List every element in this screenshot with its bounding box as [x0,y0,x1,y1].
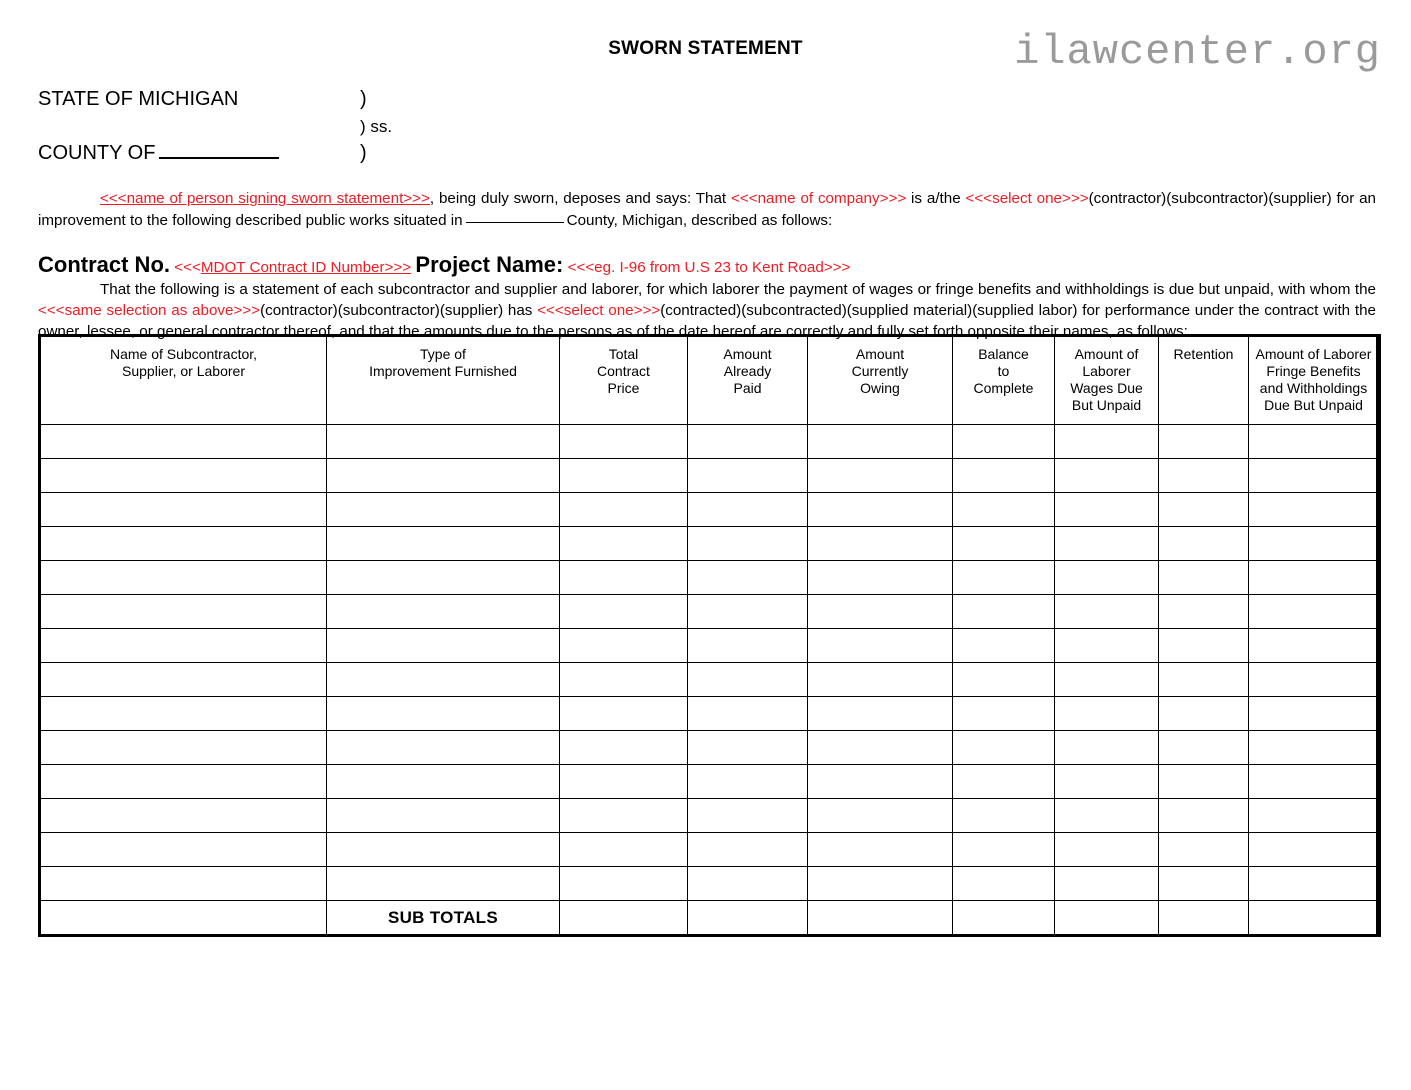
table-cell-r7-c8[interactable] [1249,663,1380,697]
column-header-line: and Withholdings [1259,380,1368,396]
table-cell-r12-c2[interactable] [560,833,688,867]
table-cell-r1-c5[interactable] [953,459,1055,493]
paragraph2-segment-2: (contractor)(subcontractor)(supplier) has [260,302,538,319]
table-cell-r0-c7[interactable] [1159,425,1249,459]
table-cell-r11-c1[interactable] [327,799,560,833]
placeholder-select-one-action[interactable]: <<<select one>>> [537,302,661,319]
table-cell-r0-c2[interactable] [560,425,688,459]
table-cell-r8-c8[interactable] [1249,697,1380,731]
table-cell-r6-c2[interactable] [560,629,688,663]
table-cell-r6-c6[interactable] [1055,629,1159,663]
table-row [40,833,1380,867]
state-label: STATE OF MICHIGAN [38,88,239,110]
table-cell-r5-c0[interactable] [40,595,327,629]
state-paren: ) [360,88,367,110]
table-cell-r5-c6[interactable] [1055,595,1159,629]
table-cell-r2-c3[interactable] [688,493,808,527]
table-cell-r13-c6[interactable] [1055,867,1159,901]
table-cell-r10-c3[interactable] [688,765,808,799]
table-cell-r7-c1[interactable] [327,663,560,697]
table-cell-r4-c3[interactable] [688,561,808,595]
table-cell-r1-c0[interactable] [40,459,327,493]
table-cell-r4-c7[interactable] [1159,561,1249,595]
table-cell-r11-c3[interactable] [688,799,808,833]
table-cell-r6-c8[interactable] [1249,629,1380,663]
state-row [38,86,400,113]
page-title: SWORN STATEMENT [608,38,803,59]
table-cell-r3-c4[interactable] [808,527,953,561]
table-row [40,561,1380,595]
table-cell-r13-c4[interactable] [808,867,953,901]
column-header-3 [688,336,808,425]
column-header-1 [327,336,560,425]
table-cell-r1-c8[interactable] [1249,459,1380,493]
table-cell-r4-c1[interactable] [327,561,560,595]
table-cell-r8-c5[interactable] [953,697,1055,731]
table-cell-r5-c8[interactable] [1249,595,1380,629]
jurisdiction-block [38,86,400,167]
table-cell-r0-c6[interactable] [1055,425,1159,459]
table-cell-r0-c3[interactable] [688,425,808,459]
table-cell-r6-c1[interactable] [327,629,560,663]
contract-no-label: Contract No. [38,252,170,277]
table-cell-r5-c2[interactable] [560,595,688,629]
table-cell-r11-c8[interactable] [1249,799,1380,833]
table-row [40,697,1380,731]
table-cell-r13-c7[interactable] [1159,867,1249,901]
table-cell-r2-c0[interactable] [40,493,327,527]
table-cell-r9-c1[interactable] [327,731,560,765]
table-cell-r10-c2[interactable] [560,765,688,799]
table-cell-r12-c8[interactable] [1249,833,1380,867]
table-cell-r2-c1[interactable] [327,493,560,527]
table-cell-r6-c7[interactable] [1159,629,1249,663]
subtotals-cell-c8[interactable] [1249,901,1380,936]
column-header-line: Price [607,380,640,396]
table-cell-r4-c5[interactable] [953,561,1055,595]
table-cell-r7-c6[interactable] [1055,663,1159,697]
paragraph2-segment-1: That the following is a statement of each subcontractor and supplier and laborer, for which laborer the payment of wages or fringe benefits and withholdings is due but unpaid, with whom the [100,281,1376,298]
table-cell-r2-c7[interactable] [1159,493,1249,527]
table-cell-r4-c4[interactable] [808,561,953,595]
table-cell-r8-c6[interactable] [1055,697,1159,731]
column-header-4 [808,336,953,425]
table-cell-r7-c2[interactable] [560,663,688,697]
table-cell-r3-c3[interactable] [688,527,808,561]
column-header-line: Retention [1173,346,1234,362]
table-row [40,663,1380,697]
table-cell-r2-c8[interactable] [1249,493,1380,527]
table-cell-r1-c7[interactable] [1159,459,1249,493]
table-cell-r13-c1[interactable] [327,867,560,901]
table-cell-r0-c4[interactable] [808,425,953,459]
table-cell-r13-c8[interactable] [1249,867,1380,901]
contract-project-line [38,252,1376,278]
site-watermark: ilawcenter.org [1014,28,1381,76]
table-row [40,765,1380,799]
subtotals-cell-c5[interactable] [953,901,1055,936]
column-header-line: Total [608,346,639,362]
table-header-row [40,336,1380,425]
ss-label: ) ss. [360,117,393,136]
table-header [40,336,1380,425]
county-paren: ) [360,142,367,164]
table-cell-r1-c1[interactable] [327,459,560,493]
table-cell-r2-c4[interactable] [808,493,953,527]
column-header-8 [1249,336,1380,425]
table-cell-r9-c6[interactable] [1055,731,1159,765]
subtotals-label: SUB TOTALS [327,901,560,936]
table-cell-r10-c4[interactable] [808,765,953,799]
subtotals-cell-c0[interactable] [40,901,327,936]
table-cell-r7-c7[interactable] [1159,663,1249,697]
subtotals-row [40,901,1380,936]
affidavit-paragraph-2 [38,279,1376,342]
column-header-line: Already [723,363,772,379]
table-cell-r0-c0[interactable] [40,425,327,459]
project-name-label: Project Name: [415,252,564,277]
table-cell-r7-c0[interactable] [40,663,327,697]
table-cell-r3-c5[interactable] [953,527,1055,561]
table-cell-r13-c5[interactable] [953,867,1055,901]
column-header-5 [953,336,1055,425]
table-cell-r1-c2[interactable] [560,459,688,493]
placeholder-project-name[interactable]: <<<eg. I-96 from U.S 23 to Kent Road>>> [567,259,851,276]
paragraph1-role-options: (contractor)(subcontractor)(supplier) [1088,190,1332,207]
table-cell-r1-c6[interactable] [1055,459,1159,493]
table-cell-r4-c8[interactable] [1249,561,1380,595]
table-cell-r13-c3[interactable] [688,867,808,901]
table-cell-r12-c0[interactable] [40,833,327,867]
subtotals-cell-c2[interactable] [560,901,688,936]
column-header-line: Amount [855,346,905,362]
placeholder-signer-name[interactable]: <<<name of person signing sworn statement>>> [100,190,430,207]
table-cell-r4-c2[interactable] [560,561,688,595]
placeholder-same-selection-as-above[interactable]: <<<same selection as above>>> [38,302,261,319]
column-header-line: Amount of Laborer [1255,346,1372,362]
table-cell-r12-c7[interactable] [1159,833,1249,867]
column-header-line: Paid [733,380,762,396]
column-header-7 [1159,336,1249,425]
placeholder-select-one-role[interactable]: <<<select one>>> [965,190,1089,207]
column-header-line: Wages Due [1070,380,1143,396]
table-cell-r2-c6[interactable] [1055,493,1159,527]
subtotals-cell-c6[interactable] [1055,901,1159,936]
subcontractor-statement-table [38,334,1381,937]
county-blank-field[interactable] [159,142,279,159]
table-cell-r3-c8[interactable] [1249,527,1380,561]
table-row [40,629,1380,663]
table-cell-r5-c3[interactable] [688,595,808,629]
column-header-line: Supplier, or Laborer [122,363,245,379]
table-cell-r6-c4[interactable] [808,629,953,663]
column-header-6 [1055,336,1159,425]
column-header-line: Balance [978,346,1029,362]
table-cell-r1-c4[interactable] [808,459,953,493]
table-cell-r9-c2[interactable] [560,731,688,765]
table-row [40,493,1380,527]
table-cell-r12-c5[interactable] [953,833,1055,867]
table-cell-r3-c6[interactable] [1055,527,1159,561]
placeholder-company-name[interactable]: <<<name of company>>> [731,190,907,207]
affidavit-paragraph-1 [38,188,1376,231]
table-cell-r5-c5[interactable] [953,595,1055,629]
table-cell-r10-c6[interactable] [1055,765,1159,799]
table-cell-r5-c4[interactable] [808,595,953,629]
table-cell-r9-c8[interactable] [1249,731,1380,765]
table-cell-r12-c6[interactable] [1055,833,1159,867]
table-cell-r12-c1[interactable] [327,833,560,867]
table-cell-r5-c1[interactable] [327,595,560,629]
county-label: COUNTY OF [38,142,156,164]
table-cell-r7-c3[interactable] [688,663,808,697]
column-header-line: Amount of [1074,346,1139,362]
subtotals-cell-c7[interactable] [1159,901,1249,936]
table-cell-r10-c5[interactable] [953,765,1055,799]
column-header-line: to [997,363,1010,379]
table-cell-r9-c0[interactable] [40,731,327,765]
table-cell-r7-c4[interactable] [808,663,953,697]
table-cell-r10-c0[interactable] [40,765,327,799]
paragraph1-line2-after: County, Michigan, described as follows: [566,212,833,229]
subtotals-cell-c3[interactable] [688,901,808,936]
table-body [40,425,1380,936]
paragraph2-segment-3: (contracted)(subcontracted)(supplied material)(supplied labor) for performance under the contract with the owner, lessee, or general contractor thereof, and that the amounts due to the persons as of the date hereof are correctly and fully set forth opposite their names, as follows: [38,302,1377,340]
table-cell-r6-c5[interactable] [953,629,1055,663]
table-row [40,867,1380,901]
table-cell-r0-c5[interactable] [953,425,1055,459]
column-header-line: Improvement Furnished [369,363,517,379]
table-cell-r9-c3[interactable] [688,731,808,765]
column-header-line: Due But Unpaid [1264,397,1363,413]
table-cell-r3-c0[interactable] [40,527,327,561]
column-header-line: Name of Subcontractor, [109,346,258,362]
contract-id-prefix: <<< [174,259,201,276]
column-header-0 [40,336,327,425]
table-cell-r6-c3[interactable] [688,629,808,663]
table-cell-r12-c4[interactable] [808,833,953,867]
table-cell-r9-c4[interactable] [808,731,953,765]
table-cell-r0-c1[interactable] [327,425,560,459]
table-cell-r7-c5[interactable] [953,663,1055,697]
table-row [40,527,1380,561]
table-row [40,459,1380,493]
table-row [40,425,1380,459]
column-header-line: Laborer [1082,363,1131,379]
table-row [40,799,1380,833]
table-cell-r4-c6[interactable] [1055,561,1159,595]
table-cell-r13-c2[interactable] [560,867,688,901]
column-header-line: But Unpaid [1071,397,1142,413]
paragraph1-text-mid: is a/the [906,190,966,207]
table-cell-r9-c5[interactable] [953,731,1055,765]
table-cell-r8-c7[interactable] [1159,697,1249,731]
table-cell-r10-c7[interactable] [1159,765,1249,799]
column-header-line: Currently [851,363,909,379]
table-cell-r3-c2[interactable] [560,527,688,561]
table-cell-r8-c1[interactable] [327,697,560,731]
table-cell-r8-c4[interactable] [808,697,953,731]
column-header-line: Type of [420,346,466,362]
table-cell-r8-c0[interactable] [40,697,327,731]
table-cell-r11-c7[interactable] [1159,799,1249,833]
table-cell-r10-c8[interactable] [1249,765,1380,799]
table-cell-r11-c6[interactable] [1055,799,1159,833]
table-cell-r4-c0[interactable] [40,561,327,595]
column-header-2 [560,336,688,425]
table-cell-r5-c7[interactable] [1159,595,1249,629]
table-cell-r11-c4[interactable] [808,799,953,833]
table-cell-r13-c0[interactable] [40,867,327,901]
table-cell-r11-c2[interactable] [560,799,688,833]
county-inline-blank-field[interactable] [466,209,564,223]
table-cell-r9-c7[interactable] [1159,731,1249,765]
ss-row [38,113,400,140]
column-header-line: Contract [597,363,650,379]
table-cell-r8-c2[interactable] [560,697,688,731]
placeholder-mdot-contract-id[interactable]: MDOT Contract ID Number>>> [200,259,412,276]
column-header-line: Owing [860,380,900,396]
table-cell-r10-c1[interactable] [327,765,560,799]
table-cell-r1-c3[interactable] [688,459,808,493]
table-cell-r11-c0[interactable] [40,799,327,833]
table-cell-r8-c3[interactable] [688,697,808,731]
table-cell-r12-c3[interactable] [688,833,808,867]
table-cell-r3-c7[interactable] [1159,527,1249,561]
table-cell-r6-c0[interactable] [40,629,327,663]
paragraph1-text-after-signer: , being duly sworn, deposes and says: That [429,190,731,207]
county-label-wrap [38,140,360,167]
column-header-line: Complete [973,380,1034,396]
column-header-line: Amount [723,346,772,362]
table-cell-r11-c5[interactable] [953,799,1055,833]
table-cell-r0-c8[interactable] [1249,425,1380,459]
table-row [40,731,1380,765]
table-cell-r2-c2[interactable] [560,493,688,527]
paragraph1-line2-before: for an improvement to the following described public works situated in [38,190,1376,229]
table-row [40,595,1380,629]
table-cell-r2-c5[interactable] [953,493,1055,527]
county-row [38,140,400,167]
subtotals-cell-c4[interactable] [808,901,953,936]
column-header-line: Fringe Benefits [1266,363,1361,379]
table-cell-r3-c1[interactable] [327,527,560,561]
